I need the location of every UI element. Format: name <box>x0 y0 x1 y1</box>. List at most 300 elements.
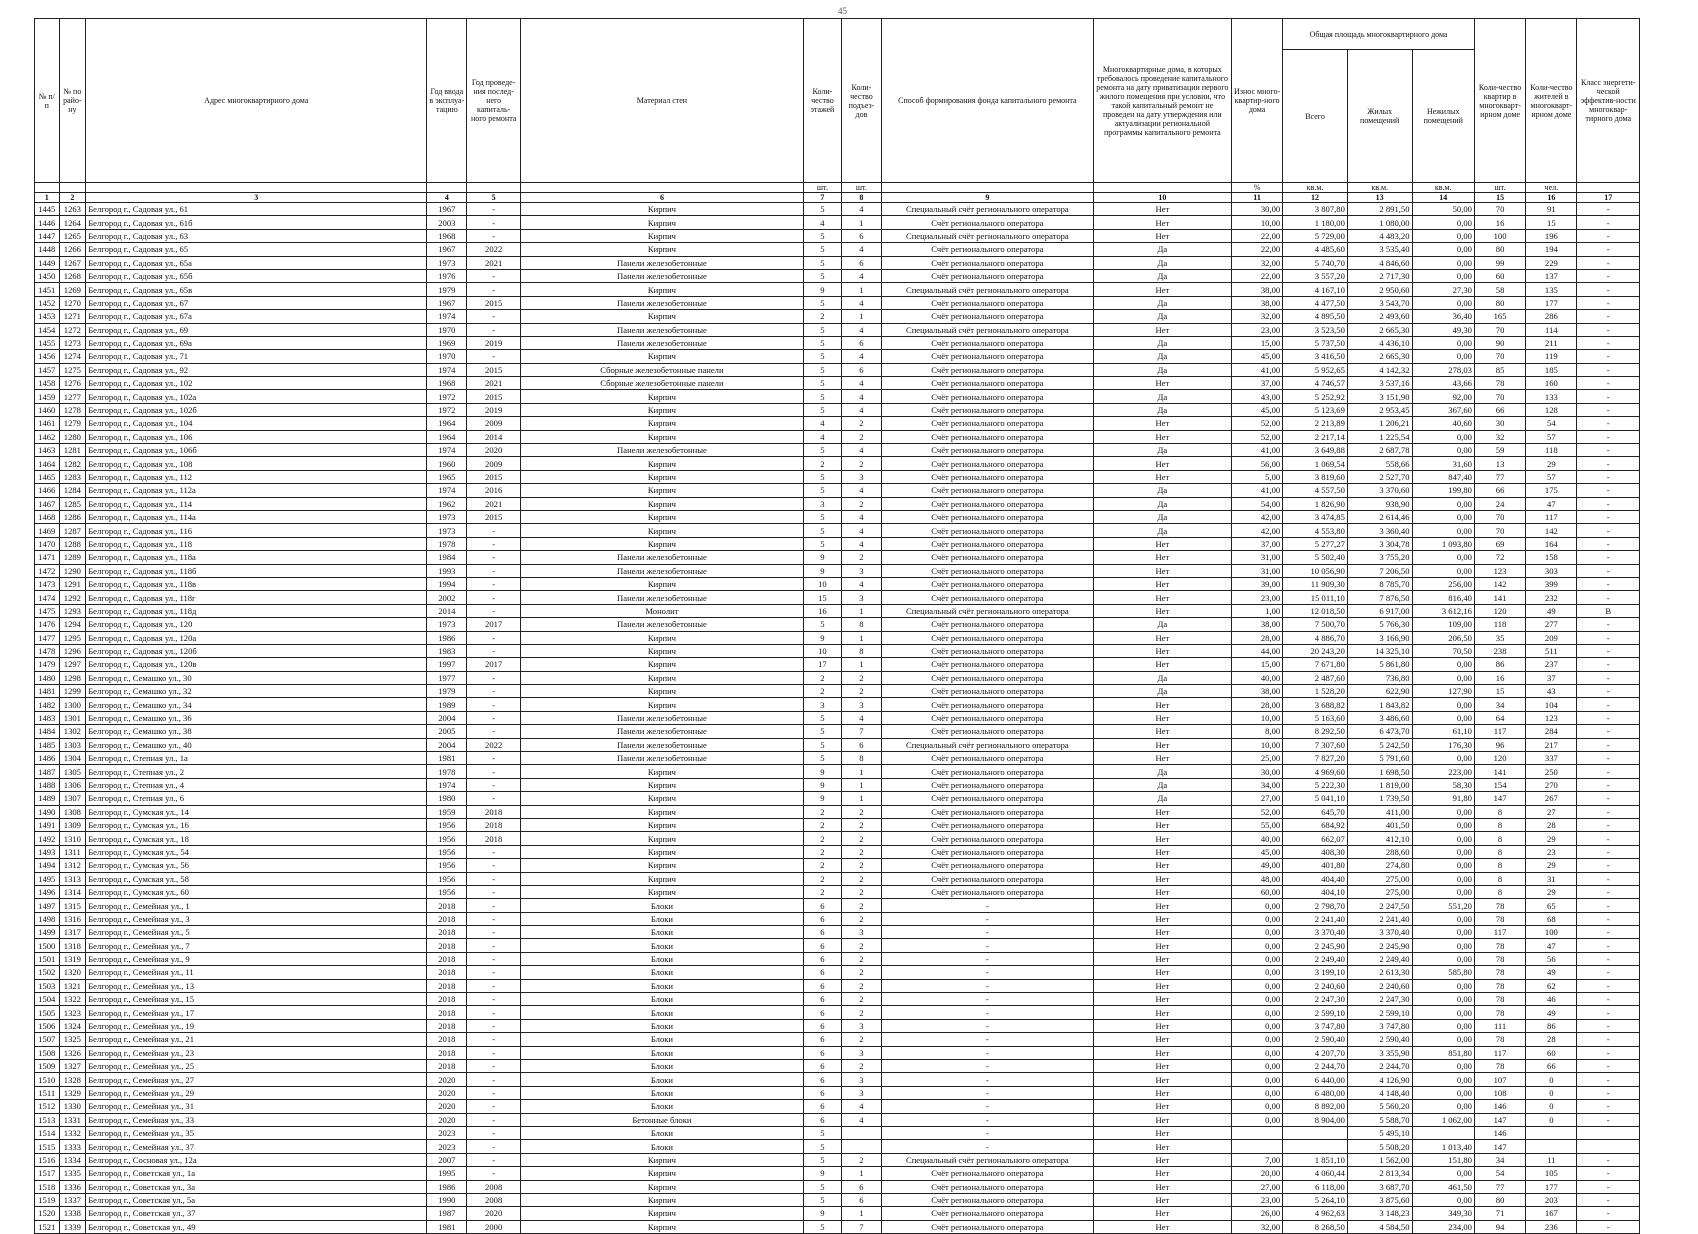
cell-wear: 0,00 <box>1231 899 1282 912</box>
cell-residents: 54 <box>1526 417 1577 430</box>
cell-year-repair: - <box>467 524 520 537</box>
cell-area-total: 7 671,80 <box>1283 658 1348 671</box>
table-row <box>35 1193 1640 1206</box>
cell-area-nonliving: 0,00 <box>1412 993 1474 1006</box>
cell-energy-class: - <box>1577 524 1640 537</box>
cell-entrances: 2 <box>841 1060 881 1073</box>
cell-year-built: 1974 <box>427 444 467 457</box>
cell-wall-material: Панели железобетонные <box>520 551 803 564</box>
cell-residents: 217 <box>1526 738 1577 751</box>
cell-entrances: 2 <box>841 885 881 898</box>
cell-entrances: 6 <box>841 256 881 269</box>
cell-entrances: 6 <box>841 738 881 751</box>
cell-n-rayon: 1330 <box>59 1100 86 1113</box>
cell-fund-method: Специальный счёт регионального оператора <box>881 604 1093 617</box>
cell-apartments: 34 <box>1474 698 1525 711</box>
cell-n-rayon: 1312 <box>59 859 86 872</box>
cell-area-nonliving: 109,00 <box>1412 618 1474 631</box>
cell-wear: 52,00 <box>1231 430 1282 443</box>
cell-wall-material: Блоки <box>520 1006 803 1019</box>
cell-wear: 0,00 <box>1231 966 1282 979</box>
cell-n-rayon: 1323 <box>59 1006 86 1019</box>
cell-apartments: 59 <box>1474 444 1525 457</box>
cell-needed-repair: Нет <box>1093 832 1231 845</box>
cell-year-built: 1968 <box>427 377 467 390</box>
cell-needed-repair: Нет <box>1093 899 1231 912</box>
cell-n: 1504 <box>35 993 60 1006</box>
cell-year-built: 1973 <box>427 618 467 631</box>
table-row <box>35 203 1640 216</box>
cell-n-rayon: 1268 <box>59 269 86 282</box>
cell-energy-class: - <box>1577 470 1640 483</box>
cell-n-rayon: 1310 <box>59 832 86 845</box>
cell-energy-class: - <box>1577 283 1640 296</box>
cell-area-nonliving: 0,00 <box>1412 256 1474 269</box>
cell-energy-class <box>1577 1140 1640 1153</box>
cell-needed-repair: Да <box>1093 296 1231 309</box>
cell-entrances: 4 <box>841 444 881 457</box>
cell-year-built: 2003 <box>427 216 467 229</box>
cell-area-nonliving: 0,00 <box>1412 885 1474 898</box>
cell-year-built: 1990 <box>427 1193 467 1206</box>
cell-area-living: 411,00 <box>1347 805 1412 818</box>
cell-n: 1482 <box>35 698 60 711</box>
cell-floors: 6 <box>803 899 841 912</box>
cell-fund-method: Специальный счёт регионального оператора <box>881 283 1093 296</box>
cell-year-repair: - <box>467 604 520 617</box>
cell-energy-class: - <box>1577 1207 1640 1220</box>
cell-wall-material: Кирпич <box>520 390 803 403</box>
cell-fund-method: Счёт регионального оператора <box>881 1207 1093 1220</box>
table-row <box>35 323 1640 336</box>
cell-n: 1455 <box>35 336 60 349</box>
cell-year-built: 1981 <box>427 752 467 765</box>
cell-address: Белгород г., Семейная ул., 1 <box>86 899 427 912</box>
cell-floors: 2 <box>803 859 841 872</box>
cell-energy-class: - <box>1577 551 1640 564</box>
cell-year-built: 1993 <box>427 564 467 577</box>
cell-year-repair: - <box>467 310 520 323</box>
cell-area-nonliving <box>1412 1126 1474 1139</box>
cell-year-built: 1972 <box>427 403 467 416</box>
cell-apartments: 8 <box>1474 805 1525 818</box>
cell-floors: 6 <box>803 1086 841 1099</box>
cell-area-nonliving: 0,00 <box>1412 872 1474 885</box>
cell-apartments: 146 <box>1474 1100 1525 1113</box>
cell-apartments: 118 <box>1474 618 1525 631</box>
cell-energy-class: - <box>1577 725 1640 738</box>
cell-year-repair: - <box>467 725 520 738</box>
cell-fund-method: - <box>881 1113 1093 1126</box>
table-row <box>35 912 1640 925</box>
cell-floors: 6 <box>803 939 841 952</box>
cell-area-living: 4 148,40 <box>1347 1086 1412 1099</box>
cell-fund-method: - <box>881 1006 1093 1019</box>
cell-year-repair: - <box>467 350 520 363</box>
cell-area-nonliving: 50,00 <box>1412 203 1474 216</box>
cell-entrances <box>841 1126 881 1139</box>
cell-year-repair: - <box>467 765 520 778</box>
table-row <box>35 604 1640 617</box>
cell-floors: 5 <box>803 256 841 269</box>
cell-needed-repair: Нет <box>1093 818 1231 831</box>
cell-year-built: 1967 <box>427 203 467 216</box>
cell-n-rayon: 1281 <box>59 444 86 457</box>
cell-energy-class: - <box>1577 685 1640 698</box>
cell-entrances: 4 <box>841 524 881 537</box>
cell-residents: 0 <box>1526 1073 1577 1086</box>
cell-residents: 23 <box>1526 845 1577 858</box>
cell-area-nonliving: 0,00 <box>1412 497 1474 510</box>
cell-area-total: 8 292,50 <box>1283 725 1348 738</box>
cell-n-rayon: 1301 <box>59 711 86 724</box>
cell-address: Белгород г., Садовая ул., 61 <box>86 203 427 216</box>
cell-needed-repair: Нет <box>1093 577 1231 590</box>
cell-n-rayon: 1277 <box>59 390 86 403</box>
cell-wall-material: Панели железобетонные <box>520 269 803 282</box>
cell-n-rayon: 1329 <box>59 1086 86 1099</box>
cell-entrances: 2 <box>841 912 881 925</box>
cell-year-built: 1986 <box>427 631 467 644</box>
cell-floors: 9 <box>803 765 841 778</box>
cell-n-rayon: 1337 <box>59 1193 86 1206</box>
cell-apartments: 54 <box>1474 1167 1525 1180</box>
cell-n-rayon: 1327 <box>59 1060 86 1073</box>
cell-area-living: 736,80 <box>1347 671 1412 684</box>
cell-area-nonliving: 0,00 <box>1412 859 1474 872</box>
cell-area-total: 3 523,50 <box>1283 323 1348 336</box>
column-number-cell: 9 <box>881 193 1093 203</box>
cell-energy-class: - <box>1577 618 1640 631</box>
cell-n-rayon: 1309 <box>59 818 86 831</box>
cell-wall-material: Панели железобетонные <box>520 618 803 631</box>
cell-year-repair: - <box>467 671 520 684</box>
cell-fund-method: Счёт регионального оператора <box>881 336 1093 349</box>
cell-entrances: 4 <box>841 350 881 363</box>
cell-needed-repair: Нет <box>1093 1073 1231 1086</box>
cell-n: 1445 <box>35 203 60 216</box>
table-row <box>35 885 1640 898</box>
cell-area-total: 3 649,88 <box>1283 444 1348 457</box>
cell-entrances: 3 <box>841 591 881 604</box>
cell-area-nonliving: 0,00 <box>1412 1073 1474 1086</box>
cell-n-rayon: 1319 <box>59 952 86 965</box>
cell-fund-method: Счёт регионального оператора <box>881 685 1093 698</box>
cell-wall-material: Кирпич <box>520 845 803 858</box>
header-area-group: Общая площадь многоквартирного дома <box>1283 19 1475 50</box>
table-row <box>35 966 1640 979</box>
cell-fund-method: - <box>881 1019 1093 1032</box>
cell-area-total: 2 487,60 <box>1283 671 1348 684</box>
cell-year-built: 1956 <box>427 818 467 831</box>
cell-area-living: 3 687,70 <box>1347 1180 1412 1193</box>
cell-apartments: 30 <box>1474 417 1525 430</box>
cell-area-total: 2 240,60 <box>1283 979 1348 992</box>
cell-apartments: 70 <box>1474 350 1525 363</box>
cell-fund-method: Счёт регионального оператора <box>881 390 1093 403</box>
cell-area-nonliving: 0,00 <box>1412 1086 1474 1099</box>
cell-fund-method: - <box>881 1046 1093 1059</box>
unit-cell: кв.м. <box>1412 183 1474 193</box>
cell-wear: 49,00 <box>1231 859 1282 872</box>
cell-n: 1498 <box>35 912 60 925</box>
cell-residents: 37 <box>1526 671 1577 684</box>
cell-area-nonliving: 0,00 <box>1412 1060 1474 1073</box>
cell-address: Белгород г., Степная ул., 6 <box>86 792 427 805</box>
cell-apartments: 99 <box>1474 256 1525 269</box>
cell-year-built: 2020 <box>427 1113 467 1126</box>
cell-address: Белгород г., Садовая ул., 102а <box>86 390 427 403</box>
cell-needed-repair: Нет <box>1093 885 1231 898</box>
cell-energy-class: - <box>1577 872 1640 885</box>
header-energy-class: Класс энергети-ческой эффектив-ности многоквар-тирного дома <box>1577 19 1640 183</box>
cell-address: Белгород г., Садовая ул., 120а <box>86 631 427 644</box>
cell-year-built: 2014 <box>427 604 467 617</box>
cell-energy-class: - <box>1577 1153 1640 1166</box>
cell-area-total: 4 962,63 <box>1283 1207 1348 1220</box>
cell-n: 1487 <box>35 765 60 778</box>
cell-residents: 31 <box>1526 872 1577 885</box>
cell-residents: 114 <box>1526 323 1577 336</box>
cell-address: Белгород г., Садовая ул., 65б <box>86 269 427 282</box>
cell-area-total: 5 252,92 <box>1283 390 1348 403</box>
cell-entrances: 2 <box>841 497 881 510</box>
table-row <box>35 403 1640 416</box>
cell-floors: 9 <box>803 778 841 791</box>
cell-needed-repair: Да <box>1093 618 1231 631</box>
cell-floors: 5 <box>803 403 841 416</box>
cell-floors: 6 <box>803 1019 841 1032</box>
table-row <box>35 993 1640 1006</box>
table-row <box>35 1046 1640 1059</box>
cell-area-total: 6 480,00 <box>1283 1086 1348 1099</box>
cell-entrances: 3 <box>841 1019 881 1032</box>
cell-apartments: 146 <box>1474 1126 1525 1139</box>
cell-wear: 31,00 <box>1231 551 1282 564</box>
cell-address: Белгород г., Советская ул., 1а <box>86 1167 427 1180</box>
cell-year-repair: - <box>467 993 520 1006</box>
cell-area-living: 4 846,60 <box>1347 256 1412 269</box>
cell-energy-class: - <box>1577 752 1640 765</box>
cell-residents: 57 <box>1526 430 1577 443</box>
cell-needed-repair: Да <box>1093 444 1231 457</box>
cell-floors: 9 <box>803 792 841 805</box>
unit-cell <box>881 183 1093 193</box>
cell-area-total: 5 264,10 <box>1283 1193 1348 1206</box>
cell-wear: 0,00 <box>1231 1113 1282 1126</box>
cell-area-living: 3 370,40 <box>1347 926 1412 939</box>
cell-area-living: 3 537,16 <box>1347 377 1412 390</box>
cell-area-total: 3 557,20 <box>1283 269 1348 282</box>
cell-n: 1510 <box>35 1073 60 1086</box>
cell-needed-repair: Нет <box>1093 738 1231 751</box>
cell-fund-method: Счёт регионального оператора <box>881 296 1093 309</box>
column-number-cell: 11 <box>1231 193 1282 203</box>
cell-n-rayon: 1334 <box>59 1153 86 1166</box>
cell-area-total: 5 277,27 <box>1283 537 1348 550</box>
cell-area-total: 6 118,00 <box>1283 1180 1348 1193</box>
cell-energy-class <box>1577 1126 1640 1139</box>
cell-area-total: 7 307,60 <box>1283 738 1348 751</box>
cell-n: 1507 <box>35 1033 60 1046</box>
cell-floors: 6 <box>803 1006 841 1019</box>
cell-wall-material: Кирпич <box>520 658 803 671</box>
cell-area-nonliving: 0,00 <box>1412 926 1474 939</box>
cell-wear: 54,00 <box>1231 497 1282 510</box>
cell-needed-repair: Нет <box>1093 912 1231 925</box>
cell-address: Белгород г., Сумская ул., 56 <box>86 859 427 872</box>
unit-cell <box>59 183 86 193</box>
cell-apartments: 107 <box>1474 1073 1525 1086</box>
cell-n: 1483 <box>35 711 60 724</box>
unit-cell <box>520 183 803 193</box>
table-row <box>35 1033 1640 1046</box>
cell-n: 1520 <box>35 1207 60 1220</box>
cell-residents: 49 <box>1526 604 1577 617</box>
cell-year-repair: - <box>467 952 520 965</box>
unit-cell: % <box>1231 183 1282 193</box>
cell-address: Белгород г., Семейная ул., 31 <box>86 1100 427 1113</box>
cell-wall-material: Кирпич <box>520 510 803 523</box>
cell-energy-class: - <box>1577 457 1640 470</box>
cell-area-total: 2 217,14 <box>1283 430 1348 443</box>
cell-year-built: 2018 <box>427 912 467 925</box>
cell-wall-material: Блоки <box>520 966 803 979</box>
cell-energy-class: - <box>1577 1113 1640 1126</box>
cell-n: 1469 <box>35 524 60 537</box>
cell-wear: 10,00 <box>1231 216 1282 229</box>
cell-entrances: 2 <box>841 1033 881 1046</box>
cell-n-rayon: 1326 <box>59 1046 86 1059</box>
cell-area-nonliving: 223,00 <box>1412 765 1474 778</box>
cell-n: 1512 <box>35 1100 60 1113</box>
cell-year-built: 1964 <box>427 430 467 443</box>
cell-residents: 185 <box>1526 363 1577 376</box>
cell-year-repair: 2009 <box>467 417 520 430</box>
cell-fund-method: - <box>881 1033 1093 1046</box>
table-row <box>35 1113 1640 1126</box>
cell-area-nonliving: 0,00 <box>1412 296 1474 309</box>
cell-n: 1488 <box>35 778 60 791</box>
cell-residents: 229 <box>1526 256 1577 269</box>
cell-wall-material: Кирпич <box>520 698 803 711</box>
cell-year-repair: - <box>467 1033 520 1046</box>
cell-area-total: 12 018,50 <box>1283 604 1348 617</box>
cell-energy-class: - <box>1577 484 1640 497</box>
cell-fund-method: Счёт регионального оператора <box>881 269 1093 282</box>
cell-entrances: 1 <box>841 631 881 644</box>
cell-year-built: 1956 <box>427 885 467 898</box>
cell-residents: 29 <box>1526 457 1577 470</box>
cell-address: Белгород г., Семашко ул., 40 <box>86 738 427 751</box>
cell-wall-material: Кирпич <box>520 350 803 363</box>
cell-area-total: 1 826,90 <box>1283 497 1348 510</box>
table-row <box>35 926 1640 939</box>
cell-year-built: 1981 <box>427 1220 467 1233</box>
cell-n: 1447 <box>35 229 60 242</box>
table-row <box>35 310 1640 323</box>
cell-needed-repair: Нет <box>1093 952 1231 965</box>
cell-area-living: 1 080,00 <box>1347 216 1412 229</box>
unit-cell: шт. <box>1474 183 1525 193</box>
cell-needed-repair: Нет <box>1093 417 1231 430</box>
cell-area-living: 288,60 <box>1347 845 1412 858</box>
cell-n: 1464 <box>35 457 60 470</box>
cell-energy-class: - <box>1577 336 1640 349</box>
table-row <box>35 1207 1640 1220</box>
cell-n: 1481 <box>35 685 60 698</box>
cell-area-living: 3 151,90 <box>1347 390 1412 403</box>
cell-fund-method: Счёт регионального оператора <box>881 805 1093 818</box>
cell-year-repair: 2017 <box>467 658 520 671</box>
cell-address: Белгород г., Сумская ул., 54 <box>86 845 427 858</box>
cell-residents: 100 <box>1526 926 1577 939</box>
cell-address: Белгород г., Садовая ул., 118 <box>86 537 427 550</box>
cell-needed-repair: Нет <box>1093 377 1231 390</box>
cell-apartments: 34 <box>1474 1153 1525 1166</box>
cell-address: Белгород г., Семейная ул., 3 <box>86 912 427 925</box>
cell-residents: 62 <box>1526 979 1577 992</box>
cell-area-total: 5 163,60 <box>1283 711 1348 724</box>
cell-year-built: 1977 <box>427 671 467 684</box>
table-row <box>35 497 1640 510</box>
cell-n-rayon: 1295 <box>59 631 86 644</box>
cell-year-built: 2018 <box>427 1019 467 1032</box>
cell-fund-method: - <box>881 899 1093 912</box>
cell-year-repair: 2021 <box>467 497 520 510</box>
cell-year-repair: - <box>467 1073 520 1086</box>
cell-floors: 9 <box>803 564 841 577</box>
cell-fund-method: Счёт регионального оператора <box>881 618 1093 631</box>
units-row <box>35 183 1640 193</box>
cell-n-rayon: 1287 <box>59 524 86 537</box>
cell-fund-method: - <box>881 1126 1093 1139</box>
cell-floors: 16 <box>803 604 841 617</box>
cell-entrances: 1 <box>841 792 881 805</box>
cell-year-repair: - <box>467 1113 520 1126</box>
cell-n-rayon: 1318 <box>59 939 86 952</box>
table-row <box>35 1006 1640 1019</box>
cell-address: Белгород г., Семашко ул., 30 <box>86 671 427 684</box>
cell-floors: 17 <box>803 658 841 671</box>
cell-year-built: 2007 <box>427 1153 467 1166</box>
cell-wall-material: Блоки <box>520 979 803 992</box>
cell-area-nonliving: 847,40 <box>1412 470 1474 483</box>
table-row <box>35 1153 1640 1166</box>
cell-residents: 277 <box>1526 618 1577 631</box>
cell-wear: 39,00 <box>1231 577 1282 590</box>
table-row <box>35 296 1640 309</box>
cell-year-repair: - <box>467 926 520 939</box>
cell-address: Белгород г., Садовая ул., 120в <box>86 658 427 671</box>
cell-entrances: 2 <box>841 939 881 952</box>
cell-entrances: 4 <box>841 296 881 309</box>
cell-n: 1517 <box>35 1167 60 1180</box>
column-number-cell: 17 <box>1577 193 1640 203</box>
cell-energy-class: - <box>1577 671 1640 684</box>
table-row <box>35 832 1640 845</box>
cell-year-built: 1974 <box>427 310 467 323</box>
cell-apartments: 8 <box>1474 859 1525 872</box>
cell-n-rayon: 1291 <box>59 577 86 590</box>
cell-n: 1521 <box>35 1220 60 1233</box>
cell-n-rayon: 1325 <box>59 1033 86 1046</box>
cell-area-nonliving: 0,00 <box>1412 818 1474 831</box>
cell-n: 1515 <box>35 1140 60 1153</box>
cell-n-rayon: 1338 <box>59 1207 86 1220</box>
cell-fund-method: Счёт регионального оператора <box>881 1180 1093 1193</box>
table-row <box>35 711 1640 724</box>
